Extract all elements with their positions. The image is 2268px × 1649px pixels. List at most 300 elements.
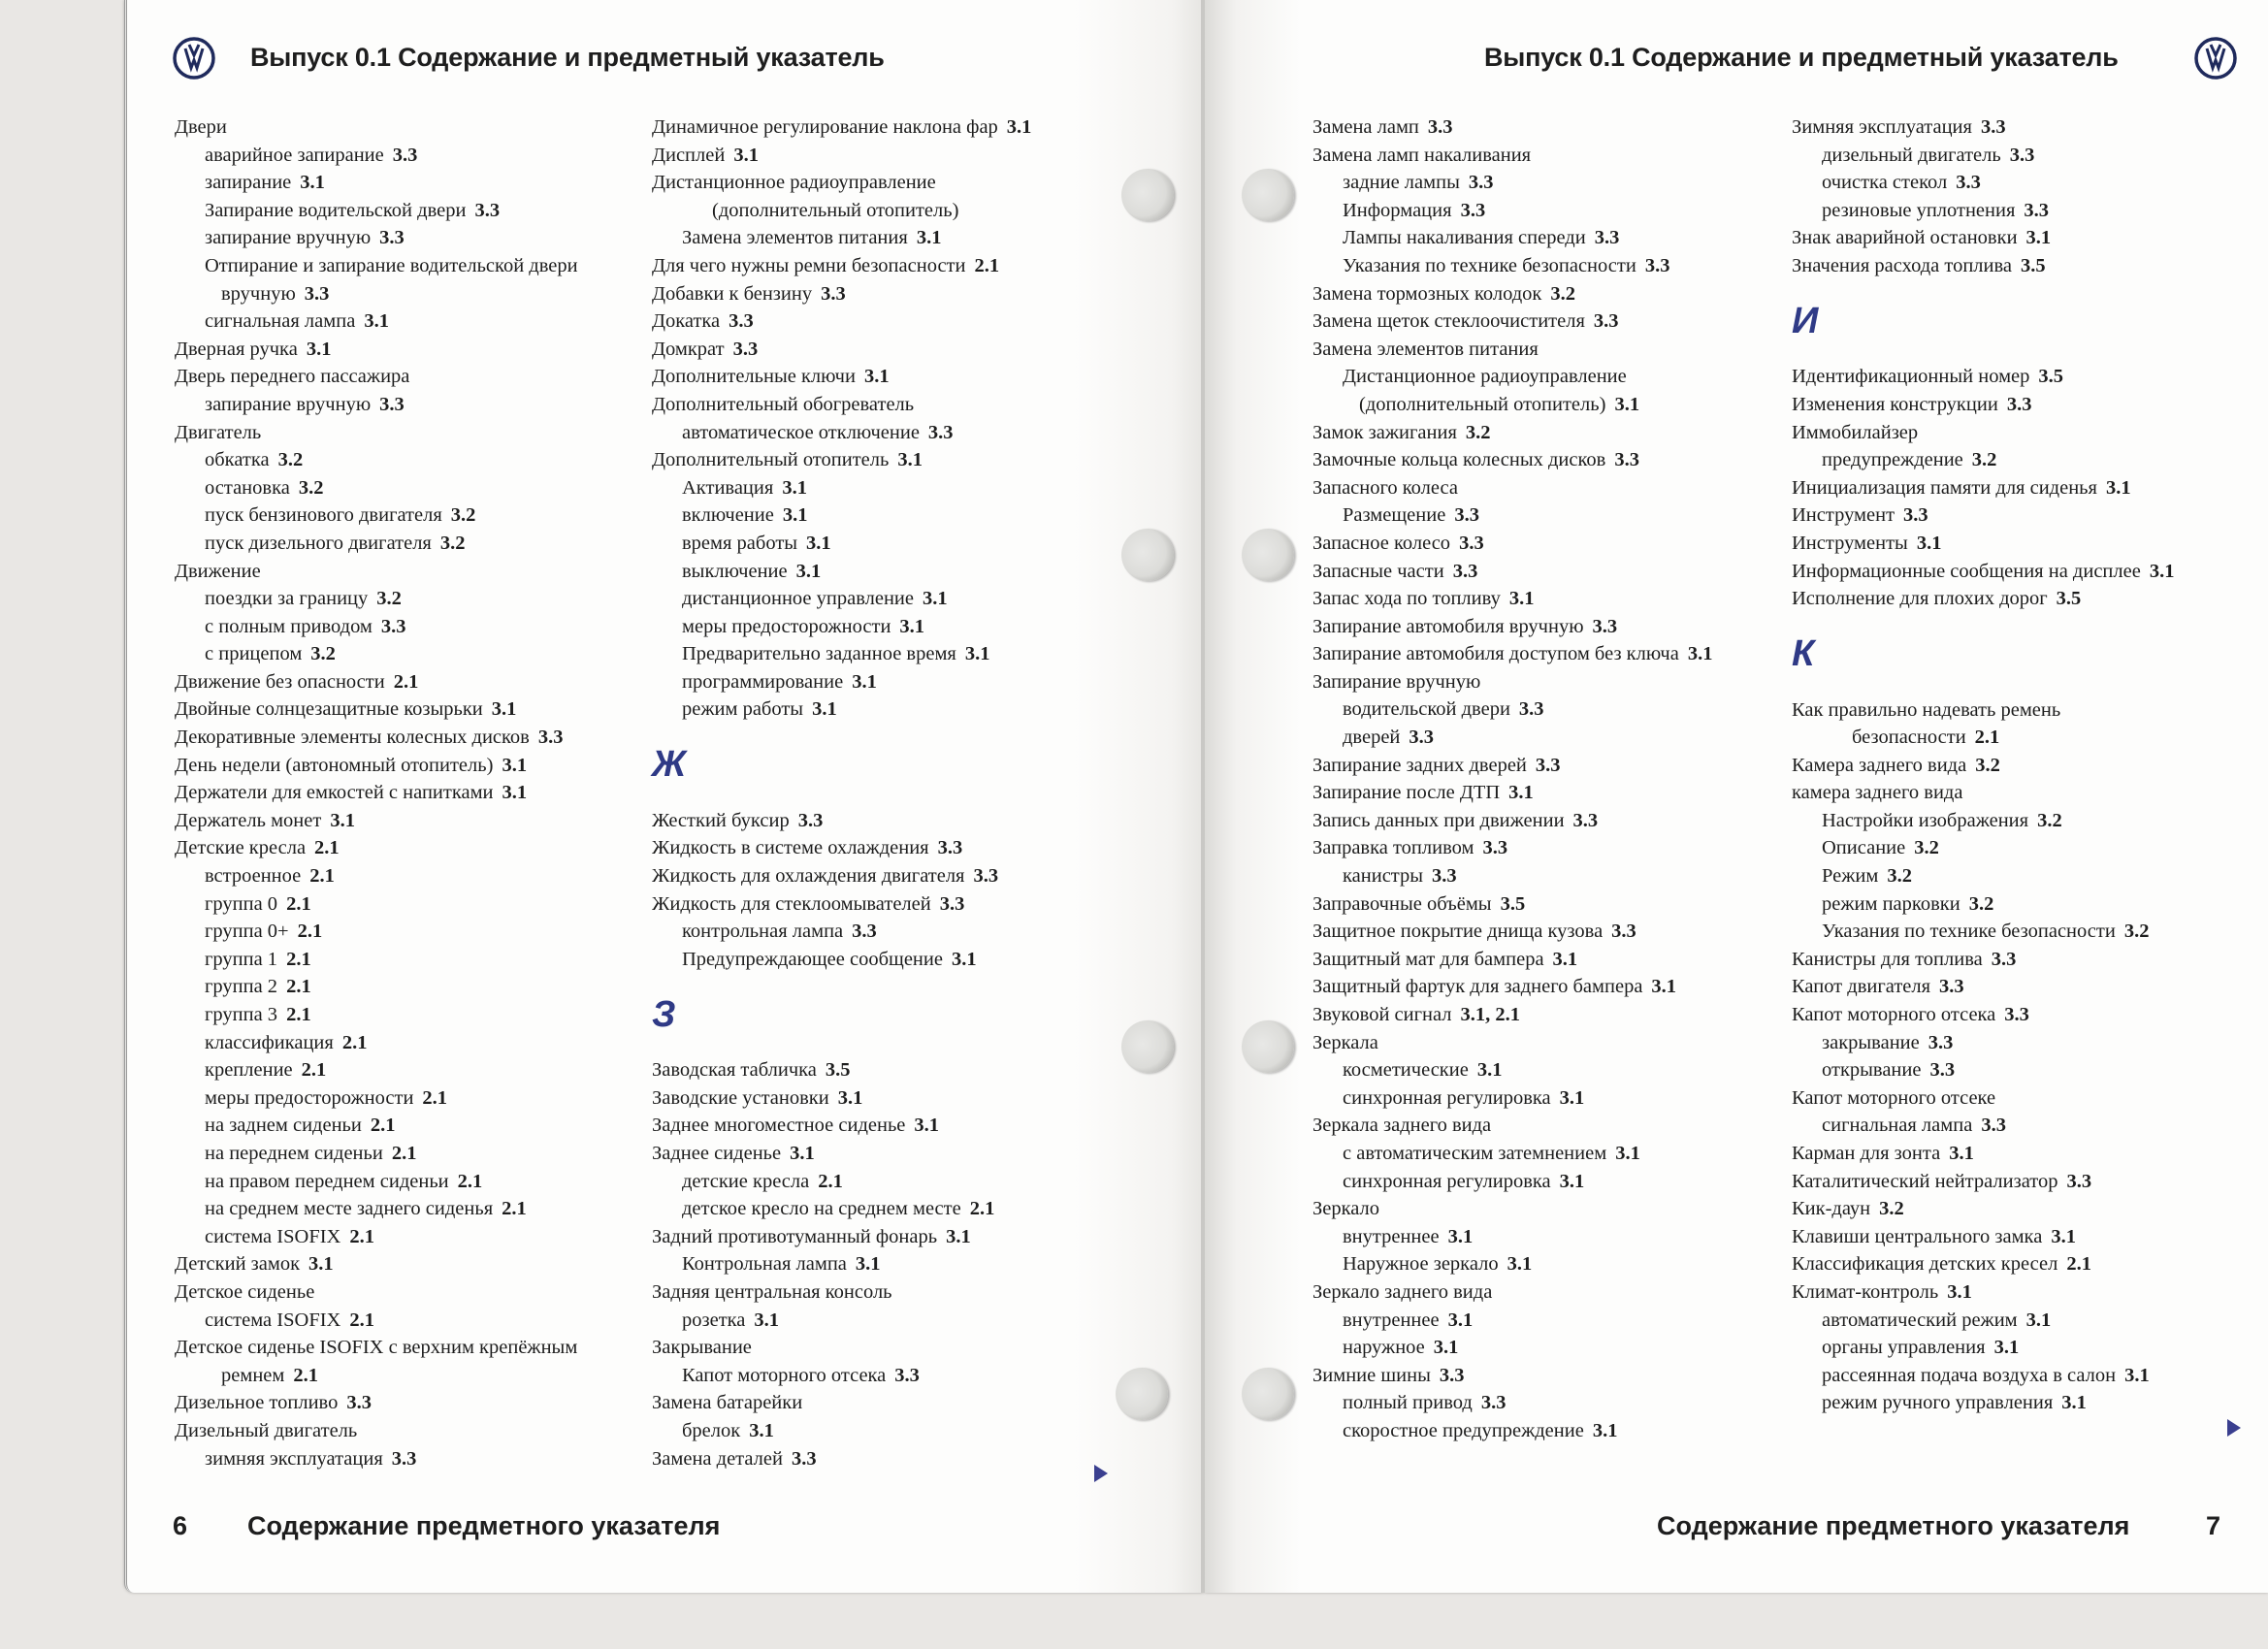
entry-term: сигнальная лампа xyxy=(1822,1115,1973,1137)
entry-page-ref[interactable]: 3.1 xyxy=(899,615,925,637)
index-entry xyxy=(652,1278,1156,1307)
entry-term: Капот двигателя xyxy=(1792,976,1931,998)
index-subentry xyxy=(1792,1307,2268,1335)
entry-page-ref[interactable]: 3.3 xyxy=(1432,865,1457,888)
entry-page-ref[interactable]: 3.1 xyxy=(863,366,890,388)
entry-term: задние лампы xyxy=(1343,172,1460,194)
entry-term: Запасного колеса xyxy=(1312,476,1458,499)
entry-term: Заводская табличка xyxy=(652,1059,817,1082)
entry-page-ref[interactable]: 3.1 xyxy=(951,948,977,970)
entry-page-ref[interactable]: 3.1 xyxy=(1006,116,1032,138)
index-entry xyxy=(1312,558,1817,586)
entry-page-ref[interactable]: 2.1 xyxy=(370,1115,396,1137)
entry-page-ref[interactable]: 3.2 xyxy=(1550,282,1576,305)
entry-page-ref[interactable]: 3.3 xyxy=(1991,948,2017,970)
entry-page-ref[interactable]: 3.1 xyxy=(1507,1253,1533,1276)
entry-term: Активация xyxy=(682,476,774,499)
entry-term: режим парковки xyxy=(1822,892,1960,915)
index-subentry xyxy=(1792,1029,2268,1057)
entry-page-ref[interactable]: 3.3 xyxy=(894,1364,920,1386)
entry-term: Заправочные объёмы xyxy=(1312,892,1492,915)
entry-page-ref[interactable]: 3.3 xyxy=(797,809,824,831)
entry-page-ref[interactable]: 3.1 xyxy=(1615,1142,1640,1164)
entry-page-ref[interactable]: 3.1 xyxy=(502,782,528,804)
entry-page-ref[interactable]: 3.3 xyxy=(729,310,754,333)
entry-term: Предварительно заданное время xyxy=(682,643,956,665)
index-subentry xyxy=(1312,862,1817,890)
entry-page-ref[interactable]: 3.3 xyxy=(1480,1392,1507,1414)
index-subentry xyxy=(1312,1250,1817,1278)
vw-logo-icon xyxy=(2194,37,2237,80)
entry-page-ref[interactable]: 3.2 xyxy=(2037,809,2062,831)
entry-page-ref[interactable]: 3.1 xyxy=(364,310,389,333)
entry-page-ref[interactable]: 3.3 xyxy=(732,338,759,360)
entry-page-ref[interactable]: 2.1 xyxy=(1974,727,2000,749)
index-entry xyxy=(175,752,679,780)
entry-term: Исполнение для плохих дорог xyxy=(1792,588,2048,610)
entry-page-ref[interactable]: 3.1 xyxy=(795,560,822,582)
index-subentry xyxy=(1792,1362,2268,1390)
index-entry xyxy=(1312,419,1817,447)
index-subentry xyxy=(652,1417,1156,1445)
index-entry xyxy=(1312,890,1817,919)
entry-term: Запирание водительской двери xyxy=(205,199,467,221)
entry-page-ref[interactable]: 3.3 xyxy=(1459,532,1484,554)
entry-page-ref[interactable]: 3.1 xyxy=(1592,1419,1618,1441)
entry-term: Инициализация памяти для сиденья xyxy=(1792,476,2097,499)
entry-term: внутреннее xyxy=(1343,1309,1440,1331)
entry-term: Изменения конструкции xyxy=(1792,393,1998,415)
entry-page-ref[interactable]: 3.3 xyxy=(1535,754,1561,776)
entry-page-ref[interactable]: 3.2 xyxy=(439,532,466,554)
right-page-number: 7 xyxy=(2206,1511,2221,1540)
entry-page-ref[interactable]: 3.1 xyxy=(1476,1059,1503,1082)
entry-page-ref[interactable]: 3.3 xyxy=(537,727,564,749)
entry-term: Защитный фартук для заднего бампера xyxy=(1312,976,1643,998)
entry-page-ref[interactable]: 3.3 xyxy=(474,199,501,221)
entry-page-ref[interactable]: 3.5 xyxy=(1500,892,1526,915)
index-entry xyxy=(175,779,679,807)
entry-page-ref[interactable]: 2.1 xyxy=(2066,1253,2091,1276)
index-subentry xyxy=(1312,501,1817,530)
entry-page-ref[interactable]: 3.3 xyxy=(346,1392,372,1414)
index-subentry xyxy=(175,1112,679,1140)
entry-page-ref[interactable]: 3.1 xyxy=(1447,1225,1474,1247)
entry-term: Задняя центральная консоль xyxy=(652,1280,892,1303)
entry-page-ref[interactable]: 3.1 xyxy=(1447,1309,1474,1331)
entry-term: Держатели для емкостей с напитками xyxy=(175,782,494,804)
entry-page-ref[interactable]: 3.2 xyxy=(1879,1198,1904,1220)
entry-term: автоматический режим xyxy=(1822,1309,2018,1331)
entry-page-ref[interactable]: 3.1 xyxy=(782,504,808,527)
entry-term: на переднем сиденьи xyxy=(205,1142,383,1164)
entry-page-ref[interactable]: 3.3 xyxy=(1594,227,1620,249)
entry-term: органы управления xyxy=(1822,1337,1986,1359)
entry-term: детское кресло на среднем месте xyxy=(682,1198,961,1220)
entry-page-ref[interactable]: 3.1 xyxy=(1508,782,1534,804)
entry-page-ref[interactable]: 3.3 xyxy=(2066,1170,2092,1192)
entry-page-ref[interactable]: 3.3 xyxy=(852,921,877,943)
index-entry xyxy=(1312,613,1817,641)
entry-page-ref[interactable]: 3.3 xyxy=(1439,1364,1465,1386)
entry-page-ref[interactable]: 3.1 xyxy=(1433,1337,1459,1359)
index-entry xyxy=(652,336,1156,364)
entry-page-ref[interactable]: 3.3 xyxy=(2024,199,2050,221)
entry-page-ref[interactable]: 3.1 xyxy=(300,172,325,194)
section-letter: К xyxy=(1792,633,1815,675)
entry-page-ref[interactable]: 3.3 xyxy=(2004,1004,2029,1026)
entry-term: Информационные сообщения на дисплее xyxy=(1792,560,2141,582)
entry-page-ref[interactable]: 3.5 xyxy=(825,1059,851,1082)
entry-term: запирание вручную xyxy=(205,393,372,415)
index-entry xyxy=(1312,585,1817,613)
entry-page-ref[interactable]: 3.2 xyxy=(1968,892,1994,915)
entry-page-ref[interactable]: 3.1 xyxy=(2025,1309,2052,1331)
vw-logo-icon xyxy=(173,37,215,80)
entry-page-ref[interactable]: 2.1 xyxy=(974,254,1000,276)
index-entry xyxy=(1792,696,2268,725)
entry-term: Замочные кольца колесных дисков xyxy=(1312,449,1606,471)
entry-page-ref[interactable]: 3.1 xyxy=(754,1309,780,1331)
entry-page-ref[interactable]: 3.1 xyxy=(852,670,877,693)
entry-term: Зеркало xyxy=(1312,1198,1380,1220)
entry-page-ref[interactable]: 3.1 xyxy=(308,1253,334,1276)
index-entry xyxy=(175,695,679,724)
entry-page-ref[interactable]: 3.5 xyxy=(2021,254,2046,276)
index-subentry xyxy=(652,695,1156,724)
entry-term: Закрывание xyxy=(652,1337,752,1359)
entry-term: Капот моторного отсека xyxy=(682,1364,887,1386)
entry-page-ref[interactable]: 3.1 xyxy=(964,643,990,665)
entry-page-ref[interactable]: 3.2 xyxy=(1465,421,1491,443)
entry-page-ref[interactable]: 3.3 xyxy=(937,837,963,859)
entry-page-ref[interactable]: 3.2 xyxy=(2123,921,2150,943)
entry-page-ref[interactable]: 2.1 xyxy=(286,1004,311,1025)
index-entry xyxy=(1312,530,1817,558)
entry-page-ref[interactable]: 3.3 xyxy=(927,421,954,443)
right-footer-title: Содержание предметного указателя xyxy=(1657,1511,2130,1540)
entry-term: Значения расхода топлива xyxy=(1792,254,2013,276)
entry-page-ref[interactable]: 3.3 xyxy=(1903,504,1928,527)
entry-page-ref[interactable]: 3.1 xyxy=(1552,948,1578,970)
entry-page-ref[interactable]: 2.1 xyxy=(286,976,311,998)
index-subentry xyxy=(1792,918,2268,946)
index-entry xyxy=(1312,474,1817,502)
index-subentry xyxy=(175,197,679,225)
entry-page-ref[interactable]: 3.5 xyxy=(2038,366,2064,388)
index-entry xyxy=(1792,224,2268,252)
entry-term: (дополнительный отопитель) xyxy=(1359,393,1606,415)
entry-page-ref[interactable]: 3.3 xyxy=(939,892,965,915)
index-entry xyxy=(652,391,1156,419)
entry-term: с автоматическим затемнением xyxy=(1343,1142,1607,1164)
entry-term: Замена ламп накаливания xyxy=(1312,144,1532,166)
entry-page-ref[interactable]: 3.1 xyxy=(1559,1086,1585,1109)
index-entry xyxy=(652,280,1156,308)
entry-term: Держатель монет xyxy=(175,809,322,831)
index-entry xyxy=(1792,1001,2268,1029)
entry-page-ref[interactable]: 3.1 xyxy=(2149,560,2175,582)
binder-hole xyxy=(1242,1020,1294,1073)
index-entry xyxy=(1312,280,1817,308)
index-entry xyxy=(175,1389,679,1417)
entry-page-ref[interactable]: 2.1 xyxy=(349,1225,374,1247)
entry-page-ref[interactable]: 3.2 xyxy=(376,588,402,610)
entry-page-ref[interactable]: 3.1 xyxy=(1508,588,1535,610)
entry-page-ref[interactable]: 3.3 xyxy=(1981,1115,2006,1137)
index-entry xyxy=(1312,307,1817,336)
entry-term: Защитное покрытие днища кузова xyxy=(1312,921,1604,943)
entry-page-ref[interactable]: 3.1 xyxy=(2061,1392,2087,1414)
entry-term: дистанционное управление xyxy=(682,588,914,610)
index-subentry xyxy=(652,1195,1156,1223)
entry-page-ref[interactable]: 3.3 xyxy=(1592,615,1618,637)
entry-term: Запись данных при движении xyxy=(1312,809,1565,831)
entry-term: ремнем xyxy=(221,1364,285,1386)
entry-page-ref[interactable]: 3.3 xyxy=(1980,116,2006,138)
index-entry xyxy=(1792,391,2268,419)
index-entry xyxy=(1792,1084,2268,1113)
entry-page-ref[interactable]: 3.1 xyxy=(1949,1143,1974,1164)
entry-page-ref[interactable]: 2.1 xyxy=(393,670,419,693)
entry-term: Дополнительные ключи xyxy=(652,366,856,388)
entry-term: Замена щеток стеклоочистителя xyxy=(1312,310,1585,333)
entry-page-ref[interactable]: 2.1 xyxy=(349,1309,374,1331)
entry-term: Запас хода по топливу xyxy=(1312,588,1501,610)
index-entry xyxy=(652,1223,1156,1251)
index-subentry xyxy=(1312,363,1817,391)
entry-page-ref[interactable]: 3.3 xyxy=(1427,116,1453,138)
entry-term: Запирание автомобиля доступом без ключа xyxy=(1312,643,1679,665)
index-subentry xyxy=(175,446,679,474)
entry-page-ref[interactable]: 3.3 xyxy=(1452,560,1478,582)
entry-page-ref[interactable]: 3.1 xyxy=(502,754,528,776)
entry-term: Дистанционное радиоуправление xyxy=(1343,366,1627,388)
entry-page-ref[interactable]: 3.3 xyxy=(1614,449,1639,471)
entry-page-ref[interactable]: 3.2 xyxy=(1914,837,1939,859)
entry-page-ref[interactable]: 2.1 xyxy=(286,892,311,915)
entry-term: дизельный двигатель xyxy=(1822,144,2001,166)
entry-page-ref[interactable]: 3.3 xyxy=(380,615,406,637)
entry-term: Детское сиденье xyxy=(175,1280,315,1303)
entry-page-ref[interactable]: 3.3 xyxy=(1460,199,1486,221)
index-column-2 xyxy=(652,113,1156,1472)
index-subentry xyxy=(1792,807,2268,835)
entry-page-ref[interactable]: 3.3 xyxy=(1454,504,1479,527)
entry-page-ref[interactable]: 3.1 xyxy=(1947,1280,1972,1303)
entry-term: Заводские установки xyxy=(652,1086,829,1109)
entry-page-ref[interactable]: 3.3 xyxy=(304,282,330,305)
entry-page-ref[interactable]: 3.5 xyxy=(2056,588,2082,610)
entry-page-ref[interactable]: 3.3 xyxy=(392,144,418,166)
entry-page-ref[interactable]: 3.1 xyxy=(749,1419,774,1441)
entry-page-ref[interactable]: 3.1 xyxy=(491,698,517,721)
entry-page-ref[interactable]: 3.2 xyxy=(1971,449,1997,471)
index-subentry xyxy=(175,252,679,280)
index-subentry xyxy=(1312,1307,1817,1335)
entry-page-ref[interactable]: 3.1 xyxy=(2105,476,2131,499)
index-subentry xyxy=(652,1250,1156,1278)
index-entry xyxy=(1312,1112,1817,1140)
index-subentry xyxy=(175,1001,679,1029)
entry-term: Контрольная лампа xyxy=(682,1253,847,1276)
entry-page-ref[interactable]: 3.1 xyxy=(1559,1170,1585,1192)
entry-page-ref[interactable]: 3.3 xyxy=(1482,837,1508,859)
left-page-number: 6 xyxy=(173,1511,188,1540)
index-entry xyxy=(1312,668,1817,696)
entry-page-ref[interactable]: 2.1 xyxy=(969,1198,995,1220)
index-entry xyxy=(652,307,1156,336)
entry-term: Замена ламп xyxy=(1312,116,1419,138)
entry-term: Дизельный двигатель xyxy=(175,1419,358,1441)
index-subentry xyxy=(1312,169,1817,197)
entry-page-ref[interactable]: 3.3 xyxy=(1611,921,1636,943)
entry-term: контрольная лампа xyxy=(682,921,844,943)
entry-term: запирание вручную xyxy=(205,227,372,249)
entry-page-ref[interactable]: 3.1 xyxy=(1916,532,1942,554)
entry-page-ref[interactable]: 3.1 xyxy=(2025,227,2052,249)
entry-term: классификация xyxy=(205,1031,334,1053)
entry-page-ref[interactable]: 2.1 xyxy=(293,1364,318,1386)
entry-page-ref[interactable]: 3.3 xyxy=(391,1447,417,1470)
entry-page-ref[interactable]: 3.1 xyxy=(855,1253,881,1276)
entry-page-ref[interactable]: 3.3 xyxy=(1928,1031,1954,1053)
index-subentry xyxy=(1792,834,2268,862)
index-subentry xyxy=(175,946,679,974)
entry-term: Идентификационный номер xyxy=(1792,366,2030,388)
entry-page-ref[interactable]: 3.1 xyxy=(1651,976,1677,998)
entry-page-ref[interactable]: 3.2 xyxy=(1975,754,2000,776)
entry-page-ref[interactable]: 3.3 xyxy=(2009,144,2035,166)
entry-term: Замена элементов питания xyxy=(682,227,908,249)
entry-page-ref[interactable]: 2.1 xyxy=(422,1086,448,1109)
entry-page-ref[interactable]: 3.3 xyxy=(1468,172,1494,194)
entry-term: Знак аварийной остановки xyxy=(1792,227,2018,249)
entry-term: вручную xyxy=(221,282,296,305)
entry-page-ref[interactable]: 3.2 xyxy=(298,476,324,499)
entry-page-ref[interactable]: 3.1 xyxy=(837,1086,863,1109)
entry-term: Размещение xyxy=(1343,504,1446,527)
entry-page-ref[interactable]: 3.2 xyxy=(450,504,476,527)
entry-page-ref[interactable]: 3.1 xyxy=(1687,643,1713,665)
entry-page-ref[interactable]: 2.1 xyxy=(341,1031,368,1053)
index-entry xyxy=(1312,336,1817,364)
index-entry xyxy=(175,1417,679,1445)
entry-term: Докатка xyxy=(652,310,721,333)
entry-page-ref[interactable]: 2.1 xyxy=(297,921,323,943)
entry-page-ref[interactable]: 2.1 xyxy=(502,1198,527,1220)
entry-page-ref[interactable]: 3.1 xyxy=(914,1115,940,1137)
index-subentry xyxy=(652,640,1156,668)
entry-page-ref[interactable]: 3.3 xyxy=(379,393,405,415)
entry-page-ref[interactable]: 3.1 xyxy=(790,1143,815,1164)
entry-term: Замена батарейки xyxy=(652,1392,803,1414)
entry-page-ref[interactable]: 3.3 xyxy=(1939,976,1964,998)
index-subentry xyxy=(652,918,1156,946)
entry-page-ref[interactable]: 3.1 xyxy=(782,476,807,499)
entry-page-ref[interactable]: 2.1 xyxy=(309,865,335,888)
entry-page-ref[interactable]: 2.1 xyxy=(286,948,311,970)
index-entry xyxy=(1792,252,2268,280)
index-entry xyxy=(1792,946,2268,974)
entry-page-ref[interactable]: 3.1 xyxy=(733,144,759,166)
index-subentry xyxy=(652,558,1156,586)
entry-term: закрывание xyxy=(1822,1031,1920,1053)
entry-page-ref[interactable]: 3.3 xyxy=(1518,698,1544,721)
entry-page-ref[interactable]: 3.1 xyxy=(897,449,923,471)
index-entry xyxy=(1312,946,1817,974)
entry-term: режим ручного управления xyxy=(1822,1392,2054,1414)
entry-page-ref[interactable]: 2.1 xyxy=(457,1170,483,1192)
index-subentry xyxy=(1312,1223,1817,1251)
entry-page-ref[interactable]: 3.3 xyxy=(821,282,846,305)
entry-term: система ISOFIX xyxy=(205,1225,341,1247)
entry-term: День недели (автономный отопитель) xyxy=(175,754,494,776)
entry-page-ref[interactable]: 3.1 xyxy=(806,532,831,554)
entry-page-ref[interactable]: 3.1 xyxy=(916,227,942,249)
entry-page-ref[interactable]: 3.2 xyxy=(310,643,336,665)
index-column-1 xyxy=(175,113,679,1472)
index-subentry xyxy=(1312,224,1817,252)
entry-term: Запирание после ДТП xyxy=(1312,782,1501,804)
index-entry xyxy=(1792,585,2268,613)
entry-page-ref[interactable]: 3.3 xyxy=(1644,254,1670,276)
entry-page-ref[interactable]: 3.3 xyxy=(973,865,999,888)
entry-page-ref[interactable]: 3.1 xyxy=(922,588,948,610)
index-entry xyxy=(1792,419,2268,447)
index-entry xyxy=(1792,474,2268,502)
entry-page-ref[interactable]: 3.2 xyxy=(277,449,304,471)
entry-term: крепление xyxy=(205,1059,293,1082)
entry-page-ref[interactable]: 2.1 xyxy=(314,837,340,859)
entry-page-ref[interactable]: 3.1 xyxy=(306,338,332,360)
entry-page-ref[interactable]: 3.3 xyxy=(379,227,405,249)
entry-page-ref[interactable]: 3.1 xyxy=(1614,393,1640,415)
entry-page-ref[interactable]: 3.3 xyxy=(1409,727,1435,749)
entry-page-ref[interactable]: 3.1 xyxy=(946,1225,971,1247)
entry-page-ref[interactable]: 2.1 xyxy=(818,1170,843,1192)
index-subentry xyxy=(1312,695,1817,724)
index-subentry xyxy=(175,890,679,919)
index-entry xyxy=(652,890,1156,919)
entry-page-ref[interactable]: 3.1 xyxy=(330,809,355,831)
entry-term: камера заднего вида xyxy=(1792,782,1963,804)
entry-page-ref[interactable]: 3.3 xyxy=(1956,172,1981,194)
entry-page-ref[interactable]: 3.1 xyxy=(2051,1225,2076,1247)
index-entry xyxy=(1312,1278,1817,1307)
entry-page-ref[interactable]: 3.3 xyxy=(1572,809,1599,831)
entry-page-ref[interactable]: 3.3 xyxy=(2006,393,2032,415)
entry-page-ref[interactable]: 3.1, 2.1 xyxy=(1460,1004,1521,1025)
entry-page-ref[interactable]: 2.1 xyxy=(301,1059,327,1082)
entry-page-ref[interactable]: 3.3 xyxy=(791,1447,817,1470)
entry-term: Детские кресла xyxy=(175,837,307,859)
entry-page-ref[interactable]: 3.1 xyxy=(812,698,837,721)
entry-page-ref[interactable]: 3.2 xyxy=(1887,865,1912,888)
entry-term: Жидкость для стеклоомывателей xyxy=(652,892,931,915)
entry-term: группа 0+ xyxy=(205,921,289,943)
entry-term: с прицепом xyxy=(205,643,303,665)
index-column-4 xyxy=(1792,113,2268,1417)
entry-page-ref[interactable]: 3.1 xyxy=(2124,1364,2150,1386)
index-entry xyxy=(1792,779,2268,807)
entry-page-ref[interactable]: 3.3 xyxy=(1929,1059,1956,1082)
entry-page-ref[interactable]: 2.1 xyxy=(391,1142,417,1164)
entry-term: Капот моторного отсеке xyxy=(1792,1086,1996,1109)
entry-page-ref[interactable]: 3.1 xyxy=(1993,1337,2020,1359)
index-entry xyxy=(652,1389,1156,1417)
entry-page-ref[interactable]: 3.3 xyxy=(1593,310,1619,333)
